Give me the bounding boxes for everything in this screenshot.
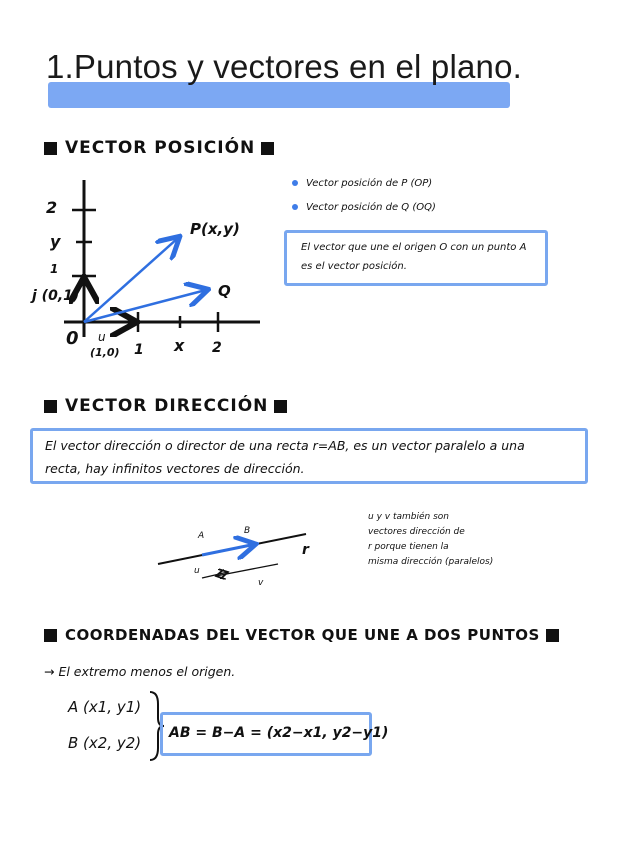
vector-u-label: u [194, 566, 200, 576]
vector-formula: AB = B−A = (x2−x1, y2−y1) [169, 725, 389, 741]
j-label: j (0,1) [32, 288, 80, 304]
section-heading-text: VECTOR POSICIÓN [65, 138, 256, 158]
u-label: u [98, 330, 106, 344]
vector-v-label: v [258, 578, 264, 588]
bullet-text: Vector posición de Q (OQ) [306, 202, 436, 213]
u-coords-label: (1,0) [90, 346, 120, 359]
note-line: vectores dirección de [368, 527, 465, 537]
origin-label: 0 [66, 328, 79, 349]
section-heading-vector-direccion [44, 396, 287, 416]
vector-v [216, 564, 278, 576]
point-a-coords: A (x1, y1) [68, 698, 142, 716]
point-b-coords: B (x2, y2) [68, 734, 142, 752]
y-tick-1: 1 [50, 262, 59, 276]
bullet-text: Vector posición de P (OP) [306, 178, 433, 189]
formula-box [160, 712, 389, 756]
section-heading-text: COORDENADAS DEL VECTOR QUE UNE A DOS PUNTOS [65, 626, 540, 644]
line-r-label: r [302, 542, 309, 558]
square-bullet-icon [261, 142, 274, 155]
note-line: u y v también son [368, 512, 449, 522]
note-line: r porque tienen la [368, 542, 449, 552]
direction-definition-box [30, 428, 588, 484]
definition-line: El vector dirección o director de una recta r=AB, es un vector paralelo a una [45, 438, 525, 453]
bullet-oq [292, 202, 436, 213]
section-heading-text: VECTOR DIRECCIÓN [65, 396, 269, 416]
parallel-vectors-note [368, 510, 493, 570]
definition-line: recta, hay infinitos vectores de dirección. [45, 461, 305, 476]
section-heading-coordenadas [44, 626, 559, 644]
square-bullet-icon [44, 629, 57, 642]
square-bullet-icon [546, 629, 559, 642]
vector-ab [202, 544, 256, 555]
y-label: y [50, 232, 61, 251]
square-bullet-icon [44, 142, 57, 155]
y-tick-2: 2 [46, 198, 58, 217]
note-line: es el vector posición. [301, 261, 407, 272]
page-title: 1.Puntos y vectores en el plano. [46, 48, 523, 85]
position-note-box [284, 230, 548, 286]
section-heading-vector-posicion [44, 138, 274, 158]
point-p-label: P(x,y) [190, 220, 240, 238]
square-bullet-icon [274, 400, 287, 413]
point-q-label: Q [218, 282, 231, 300]
bullet-op [292, 178, 432, 189]
point-a-label: A [198, 531, 205, 541]
bullet-dot-icon [292, 180, 298, 186]
point-b-label: B [244, 526, 251, 536]
x-tick-2: 2 [212, 340, 222, 356]
direction-vector-diagram [150, 520, 320, 600]
x-label: x [174, 336, 185, 355]
extreme-minus-origin-note: → El extremo menos el origen. [44, 664, 236, 679]
square-bullet-icon [44, 400, 57, 413]
note-line: El vector que une el origen O con un punto A [301, 242, 527, 253]
note-line: misma dirección (paralelos) [368, 557, 494, 567]
bullet-dot-icon [292, 204, 298, 210]
x-tick-1: 1 [134, 342, 144, 358]
